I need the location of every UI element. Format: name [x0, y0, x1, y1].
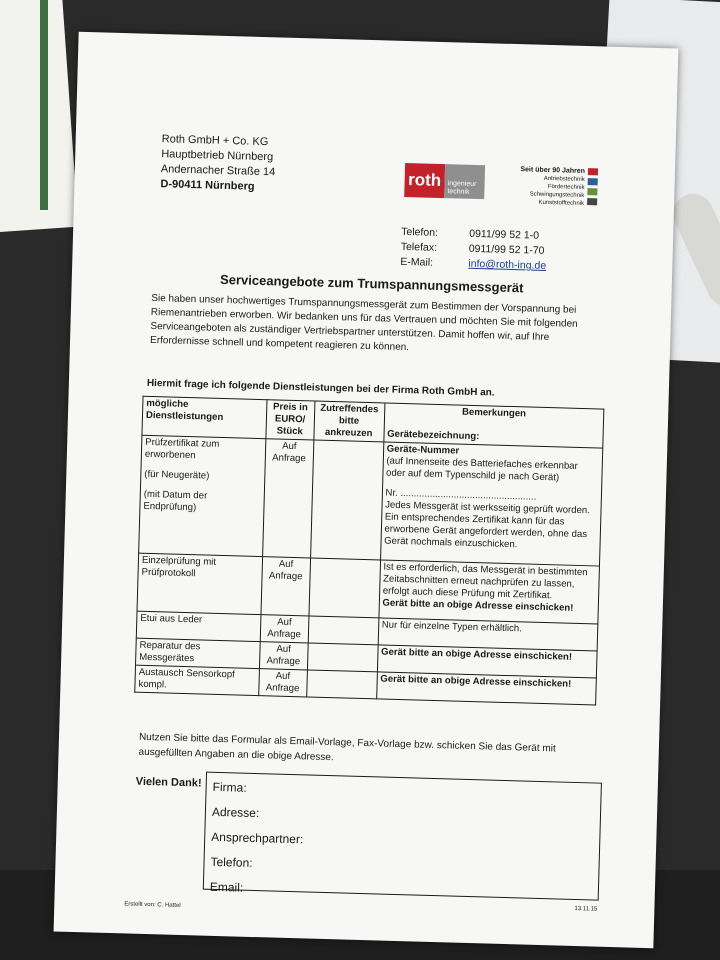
division-icon [588, 168, 598, 175]
remarks-cell: Nur für einzelne Typen erhältlich. [378, 618, 598, 651]
header-check: Zutreffendes bitte ankreuzen [314, 401, 385, 442]
logo-sub-1: ingenieur [447, 180, 477, 188]
author-note: Erstellt von: C. Hattel [124, 901, 181, 909]
since-block [494, 165, 585, 207]
check-cell[interactable] [307, 643, 378, 672]
header-services: mögliche Dienstleistungen [142, 396, 267, 438]
check-cell[interactable] [306, 670, 377, 699]
header-remarks-label: Bemerkungen [461, 406, 527, 420]
check-cell[interactable] [309, 558, 381, 618]
fax-value: 0911/99 52 1-70 [468, 242, 545, 257]
service-note: (mit Datum der Endprüfung) [143, 488, 208, 514]
remark-text: Geräte-Nummer [386, 443, 460, 457]
service-cell: Etui aus Leder [136, 611, 260, 641]
logo-word: roth [404, 163, 445, 198]
division-icon [588, 178, 598, 185]
company-name: Roth GmbH + Co. KG [161, 133, 269, 149]
remark-text: (auf Innenseite des Batteriefaches erkennbar oder auf dem Typenschild je nach Gerät) [385, 455, 578, 484]
service-cell [139, 435, 266, 556]
intro-paragraph: Sie haben unser hochwertiges Trumspannungsmessgerät zum Bestimmen der Vorspannung bei Riemenantrieben erworben. Wir bedanken uns für das Vertrauen und möchten Sie mit folgenden Serviceangeboten als zuständiger Vertriebspartner unterstützen. Damit hoffen wir, auf Ihre Erfordernisse schnell und kompetent reagieren zu können. [149, 292, 578, 354]
since-line: Antriebstechnik [543, 175, 585, 183]
roth-logo [404, 163, 485, 199]
service-note: (für Neugeräte) [144, 468, 210, 482]
thanks-text: Vielen Dank! [135, 775, 202, 790]
price-cell: Auf Anfrage [262, 439, 313, 558]
logo-sub-2: technik [447, 188, 470, 196]
services-table [134, 396, 604, 706]
logo-sub [444, 164, 485, 199]
document-date: 13.11.15 [574, 905, 598, 913]
since-line: Kunststofftechnik [538, 199, 585, 207]
division-icon [587, 188, 597, 195]
remarks-cell [380, 442, 603, 566]
service-text: Prüfzertifikat zum erworbenen [144, 436, 220, 462]
ansprechpartner-field[interactable]: Ansprechpartner: [211, 829, 304, 847]
contact-block [400, 225, 547, 274]
email-field[interactable]: Email: [209, 879, 244, 895]
document-sheet [54, 32, 679, 948]
price-cell: Auf Anfrage [260, 615, 309, 643]
remark-text: Ist es erforderlich, das Messgerät in bestimmten Zeitabschnitten erneut nachprüfen zu lassen, erfolgt auch diese Prüfung mit Zertifikat. [382, 561, 588, 602]
since-line: Fördertechnik [547, 183, 585, 191]
telefon-field[interactable]: Telefon: [210, 854, 253, 870]
remarks-cell [379, 560, 600, 624]
adresse-field[interactable]: Adresse: [211, 804, 260, 821]
phone-label: Telefon: [401, 225, 439, 239]
company-city: D-90411 Nürnberg [160, 178, 255, 193]
sender-address [160, 132, 276, 195]
remark-text: Gerät bitte an obige Adresse einschicken! [382, 597, 574, 614]
division-icon [587, 198, 597, 205]
price-cell: Auf Anfrage [261, 557, 311, 616]
document-title: Serviceangebote zum Trumspannungsmessgerät [219, 271, 524, 296]
check-cell[interactable] [310, 440, 383, 560]
remarks-cell: Gerät bitte an obige Adresse einschicken! [376, 672, 596, 705]
device-number-field[interactable]: Nr. ................................................... [385, 487, 537, 503]
table-row [139, 435, 603, 566]
since-line: Schwingungstechnik [529, 191, 585, 199]
price-cell: Auf Anfrage [258, 669, 307, 697]
company-plant: Hauptbetrieb Nürnberg [161, 148, 274, 164]
phone-value: 0911/99 52 1-0 [469, 227, 540, 242]
price-cell: Auf Anfrage [259, 642, 308, 670]
fax-label: Telefax: [400, 240, 438, 254]
contact-form [203, 772, 602, 901]
check-cell[interactable] [308, 616, 379, 645]
request-line: Hiermit frage ich folgende Dienstleistungen bei der Firma Roth GmbH an. [146, 377, 495, 399]
service-cell: Einzelprüfung mit Prüfprotokoll [137, 553, 262, 614]
background-folder-edge [40, 0, 48, 210]
form-instruction: Nutzen Sie bitte das Formular als Email-Vorlage, Fax-Vorlage bzw. schicken Sie das Gerät mit ausgefüllten Angaben an die obige Adresse. [138, 731, 556, 764]
remark-text: Jedes Messgerät ist werksseitig geprüft worden. Ein entsprechendes Zertifikat kann für das erworbene Gerät angefordert werden, ohne das Gerät nochmals einzuschicken. [384, 499, 591, 551]
since-head: Seit über 90 Jahren [520, 166, 586, 175]
firma-field[interactable]: Firma: [212, 779, 247, 795]
company-street: Andernacher Straße 14 [160, 163, 276, 179]
division-icons [587, 168, 598, 205]
header-price: Preis in EURO/ Stück [266, 400, 315, 440]
email-label: E-Mail: [400, 255, 434, 269]
service-cell: Reparatur des Messgerätes [136, 638, 260, 668]
device-label: Gerätebezeichnung: [386, 428, 480, 443]
email-link[interactable]: info@roth-ing.de [468, 257, 547, 272]
service-cell: Austausch Sensorkopf kompl. [135, 665, 259, 695]
header-remarks [383, 403, 603, 448]
remarks-cell: Gerät bitte an obige Adresse einschicken! [377, 645, 597, 678]
